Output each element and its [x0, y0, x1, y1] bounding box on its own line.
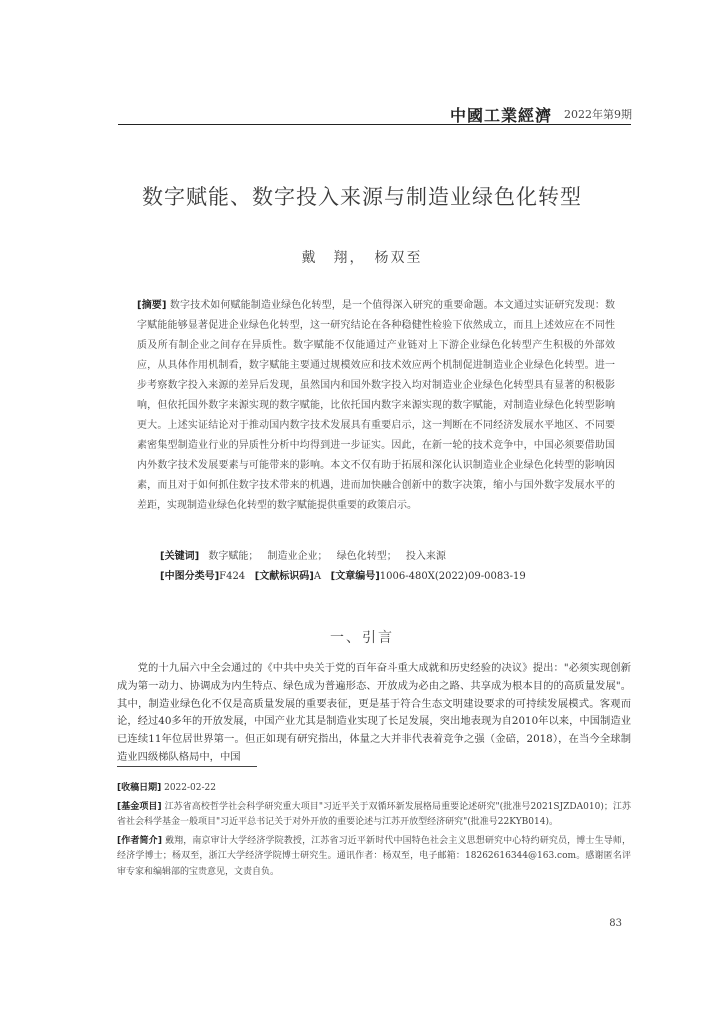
- footnote-divider: [117, 766, 257, 767]
- doc-code-label: [文献标识码]: [254, 571, 314, 582]
- footnote-fund: [117, 800, 631, 831]
- page-number: 83: [609, 918, 622, 929]
- section-heading: 一、引言: [330, 630, 394, 646]
- paper-authors: 戴 翔， 杨双至: [301, 250, 423, 266]
- paper-title: 数字赋能、数字投入来源与制造业绿色化转型: [142, 185, 582, 209]
- clc-label: [中图分类号]: [160, 571, 220, 582]
- doc-code-value: A: [313, 571, 322, 582]
- keywords-label: [关键词]: [160, 551, 200, 562]
- fund-value: 江苏省高校哲学社会科学研究重大项目"习近平关于双循环新发展格局重要论述研究"(批准号2021SJZDA010)；江苏省社会科学基金一般项目"习近平总书记关于对外开放的重要论述与江苏开放型经济研究"(批准号22KYB014)。: [117, 801, 631, 827]
- abstract-label: [摘要]: [137, 300, 167, 311]
- article-number-value: 1006-480X(2022)09-0083-19: [379, 571, 526, 582]
- footnote-received: [117, 781, 631, 797]
- article-number-label: [文章编号]: [330, 571, 380, 582]
- keyword-item: 绿色化转型；: [336, 551, 397, 562]
- fund-label: [基金项目]: [117, 801, 162, 812]
- classification-line: [160, 567, 526, 582]
- intro-paragraph: 党的十九届六中全会通过的《中共中央关于党的百年奋斗重大成就和历史经验的决议》提出："必须实现创新成为第一动力、协调成为内生特点、绿色成为普遍形态、开放成为必由之路、共享成为根本目的的高质量发展"。其中，制造业绿色化不仅是高质量发展的重要表征，更是基于符合生态文明建设要求的可持续发展模式。客观而论，经过40多年的开放发展，中国产业尤其是制造业实现了长足发展，突出地表现为自2010年以来，中国制造业已连续11年位居世界第一。但正如现有研究指出，体量之大并非代表着竞争之强（金碚，2018），在当今全球制造业四级梯队格局中，中国: [117, 662, 631, 763]
- journal-name: 中國工業經濟: [449, 106, 552, 125]
- keywords: [160, 547, 446, 562]
- keyword-item: 数字赋能；: [208, 551, 259, 562]
- abstract: [137, 296, 615, 516]
- keyword-item: 制造业企业；: [267, 551, 328, 562]
- footnotes: [117, 781, 631, 883]
- journal-issue: 2022年第9期: [564, 108, 632, 121]
- received-value: 2022-02-22: [164, 783, 216, 793]
- clc-value: F424: [219, 571, 246, 582]
- author-info-value: 戴翔，南京审计大学经济学院教授，江苏省习近平新时代中国特色社会主义思想研究中心特约研究员，博士生导师，经济学博士；杨双至，浙江大学经济学院博士研究生。通讯作者：杨双至，电子邮箱：18262616344@163.com。感谢匿名评审专家和编辑部的宝贵意见，文责自负。: [117, 835, 631, 877]
- header-divider: [118, 124, 631, 125]
- abstract-text: 数字技术如何赋能制造业绿色化转型，是一个值得深入研究的重要命题。本文通过实证研究发现：数字赋能能够显著促进企业绿色化转型，这一研究结论在各种稳健性检验下依然成立，而且上述效应在不同性质及所有制企业之间存在异质性。数字赋能不仅能通过产业链对上下游企业绿色化转型产生积极的外部效应，从具体作用机制看，数字赋能主要通过规模效应和技术效应两个机制促进制造业企业绿色化转型。进一步考察数字投入来源的差异后发现，虽然国内和国外数字投入均对制造业企业绿色化转型具有显著的积极影响，但依托国外数字来源实现的数字赋能，比依托国内数字来源实现的数字赋能，对制造业绿色化转型影响更大。上述实证结论对于推动国内数字技术发展具有重要启示，这一判断在不同经济发展水平地区、不同要素密集型制造业行业的异质性分析中均得到进一步证实。因此，在新一轮的技术竞争中，中国必须要借助国内外数字技术发展要素与可能带来的影响。本文不仅有助于拓展和深化认识制造业企业绿色化转型的影响因素，而且对于如何抓住数字技术带来的机遇，进而加快融合创新中的数字决策，缩小与国外数字发展水平的差距，实现制造业绿色化转型的数字赋能提供重要的政策启示。: [137, 300, 616, 511]
- author-info-label: [作者简介]: [117, 835, 162, 846]
- keyword-item: 投入来源: [405, 551, 446, 562]
- footnote-author: [117, 834, 631, 881]
- received-label: [收稿日期]: [117, 783, 162, 793]
